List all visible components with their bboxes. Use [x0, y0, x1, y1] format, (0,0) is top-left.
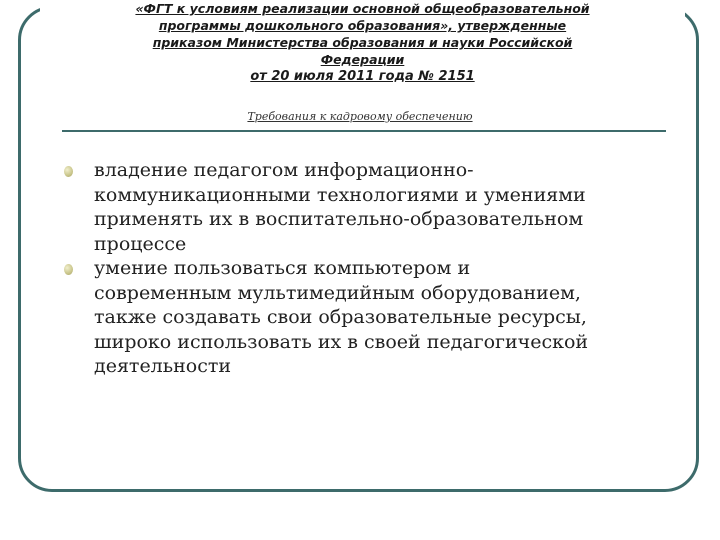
bullet-2-line-4: широко использовать их в своей педагогической	[94, 330, 589, 353]
bullet-dot-icon	[64, 166, 73, 177]
bullet-2-line-1: умение пользоваться компьютером и	[94, 257, 471, 279]
bullet-2-line-5: деятельности	[94, 355, 232, 377]
bullet-dot-icon	[64, 264, 73, 275]
bullet-item-2	[62, 256, 672, 379]
title-line-2: программы дошкольного образования», утвержденные	[158, 18, 567, 33]
bullet-1-line-4: процессе	[94, 232, 187, 255]
bullet-1-line-1: владение педагогом информационно-	[94, 159, 474, 181]
bullet-2-line-2: современным мультимедийным оборудованием,	[94, 281, 581, 304]
title-line-5: от 20 июля 2011 года № 2151	[250, 69, 475, 84]
title-line-3: приказом Министерства образования и науки Российской	[152, 35, 573, 50]
bullet-list	[62, 158, 672, 379]
bullet-1-line-3: применять их в воспитательно-образовательном	[94, 208, 584, 230]
title-line-4: Федерации	[320, 52, 405, 67]
bullet-item-1	[62, 158, 672, 256]
title-line-1: «ФГТ к условиям реализации основной общеобразовательной	[135, 1, 590, 16]
divider-line	[62, 130, 666, 132]
slide-subtitle: Требования к кадровому обеспечению	[247, 110, 473, 123]
slide-title	[40, 0, 685, 85]
bullet-2-line-3: также создавать свои образовательные ресурсы,	[94, 306, 587, 328]
bullet-1-line-2: коммуникационными технологиями и умениями	[94, 183, 586, 206]
